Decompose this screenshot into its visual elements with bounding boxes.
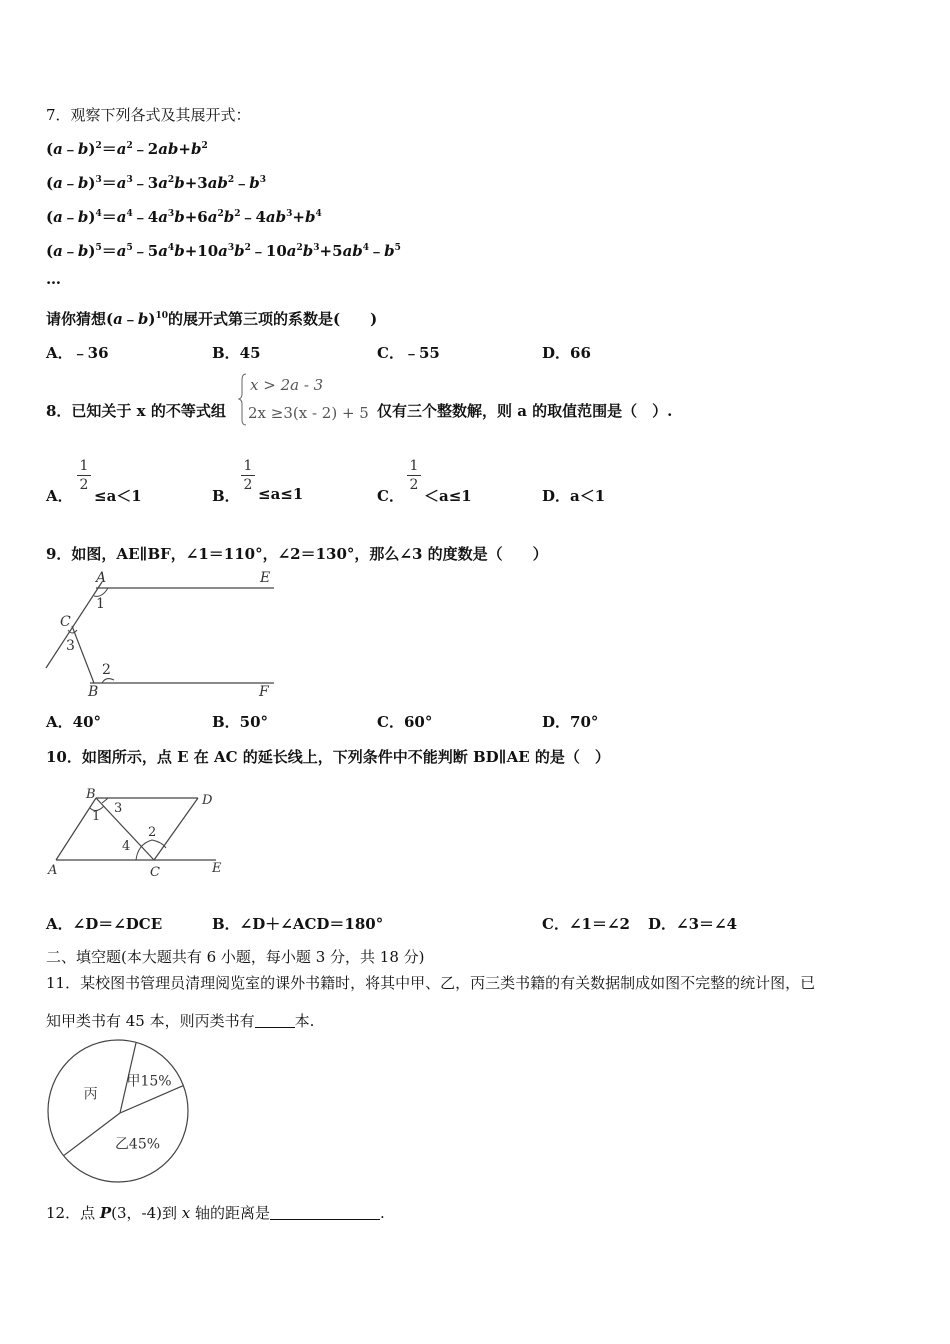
q8-option-a-rest: ≤a＜1	[94, 487, 142, 505]
q10-option-a: A．∠D＝∠DCE	[46, 915, 163, 933]
pie-slice-boundary	[120, 1086, 183, 1113]
q9-option-c: C．60°	[377, 713, 433, 731]
svg-text:A: A	[96, 570, 107, 586]
q8-option-a-fraction: 1 2	[77, 458, 91, 493]
q12-stem: 12．点 P(3，-4)到 x 轴的距离是 .	[46, 1204, 385, 1222]
q10-stem: 10．如图所示，点 E 在 AC 的延长线上，下列条件中不能判断 BD∥AE 的是（ ）	[46, 748, 610, 766]
q9-option-b: B．50°	[212, 713, 269, 731]
q8-option-b: B．	[212, 487, 240, 505]
q10-figure	[44, 786, 234, 882]
svg-text:2: 2	[148, 825, 157, 840]
q7-expansion-2: $(a﹣b)^2=a^2﹣2ab+b^2$	[46, 140, 208, 158]
q7-ellipsis: …	[46, 270, 61, 288]
q12-answer-blank	[270, 1205, 380, 1220]
q10-option-c: C．∠1＝∠2	[542, 915, 630, 933]
q7-option-a: A．﹣36	[46, 344, 109, 362]
svg-text:E: E	[260, 570, 271, 586]
q7-option-c: C．﹣55	[377, 344, 440, 362]
svg-text:4: 4	[122, 839, 131, 854]
q8-option-b-fraction: 1 2	[241, 458, 255, 493]
q7-expansion-3: $(a﹣b)^3=a^3﹣3a^2b+3ab^2﹣b^3$	[46, 174, 266, 192]
q11-answer-blank	[255, 1013, 295, 1028]
q8-stem: 8．已知关于 x 的不等式组	[46, 402, 226, 420]
q11-stem-line1: 11．某校图书管理员清理阅览室的课外书籍时，将其中甲、乙，丙三类书籍的有关数据制成如图不完整的统计图，已	[46, 974, 816, 992]
svg-text:E: E	[212, 861, 222, 876]
svg-text:3: 3	[66, 638, 75, 654]
q8-inequality-1: x > 2a - 3	[250, 376, 324, 394]
svg-text:B: B	[88, 684, 99, 700]
q8-inequality-system	[238, 370, 378, 428]
svg-text:C: C	[60, 614, 71, 630]
svg-text:1: 1	[92, 809, 101, 824]
q8-option-a: A．	[46, 487, 73, 505]
q7-option-b: B．45	[212, 344, 261, 362]
pie-slice-label: 甲15%	[126, 1073, 172, 1090]
q9-figure	[44, 568, 284, 702]
pie-slice-boundary	[64, 1113, 120, 1156]
svg-text:C: C	[150, 865, 160, 880]
q7-stem: 7．观察下列各式及其展开式：	[46, 106, 251, 124]
q7-expansion-4: $(a﹣b)^4=a^4﹣4a^3b+6a^2b^2﹣4ab^3+b^4$	[46, 208, 322, 226]
q9-option-d: D．70°	[542, 713, 599, 731]
svg-text:1: 1	[96, 596, 105, 612]
svg-text:A: A	[48, 863, 58, 878]
q9-stem: 9．如图，AE∥BF，∠1＝110°，∠2＝130°，那么∠3 的度数是（ ）	[46, 545, 548, 563]
q10-option-d: D．∠3＝∠4	[648, 915, 738, 933]
q11-pie-chart	[44, 1038, 192, 1188]
q8-option-c-rest: ＜a≤1	[424, 487, 472, 505]
svg-text:F: F	[259, 684, 269, 700]
svg-text:B: B	[86, 787, 96, 802]
pie-chart-group	[48, 1040, 188, 1182]
q11-stem-line2: 知甲类书有 45 本，则丙类书有 本.	[46, 1012, 315, 1030]
section-title-fill-in: 二、填空题(本大题共有 6 小题，每小题 3 分，共 18 分)	[46, 948, 425, 966]
pie-slice-label: 丙	[83, 1086, 98, 1103]
q8-stem-tail: 仅有三个整数解，则 a 的取值范围是（ ）.	[377, 402, 673, 420]
svg-text:D: D	[202, 793, 213, 808]
q7-option-d: D．66	[542, 344, 591, 362]
pie-slice-label: 乙45%	[114, 1136, 161, 1153]
svg-text:3: 3	[114, 801, 123, 816]
q8-option-b-rest: ≤a≤1	[258, 485, 304, 503]
q7-question: 请你猜想(a﹣b)$^{10}$的展开式第三项的系数是( )	[46, 310, 378, 328]
q8-inequality-2: 2x ≥3(x - 2) + 5	[248, 404, 369, 422]
q9-option-a: A．40°	[46, 713, 102, 731]
q10-option-b: B．∠D＋∠ACD＝180°	[212, 915, 384, 933]
pie-outline	[48, 1040, 188, 1182]
q8-option-c-fraction: 1 2	[407, 458, 421, 493]
q8-option-d: D．a＜1	[542, 487, 606, 505]
svg-text:2: 2	[102, 662, 111, 678]
q8-option-c: C．	[377, 487, 404, 505]
q7-expansion-5: $(a﹣b)^5=a^5﹣5a^4b+10a^3b^2﹣10a^2b^3+5ab^4﹣b^5$	[46, 242, 401, 260]
